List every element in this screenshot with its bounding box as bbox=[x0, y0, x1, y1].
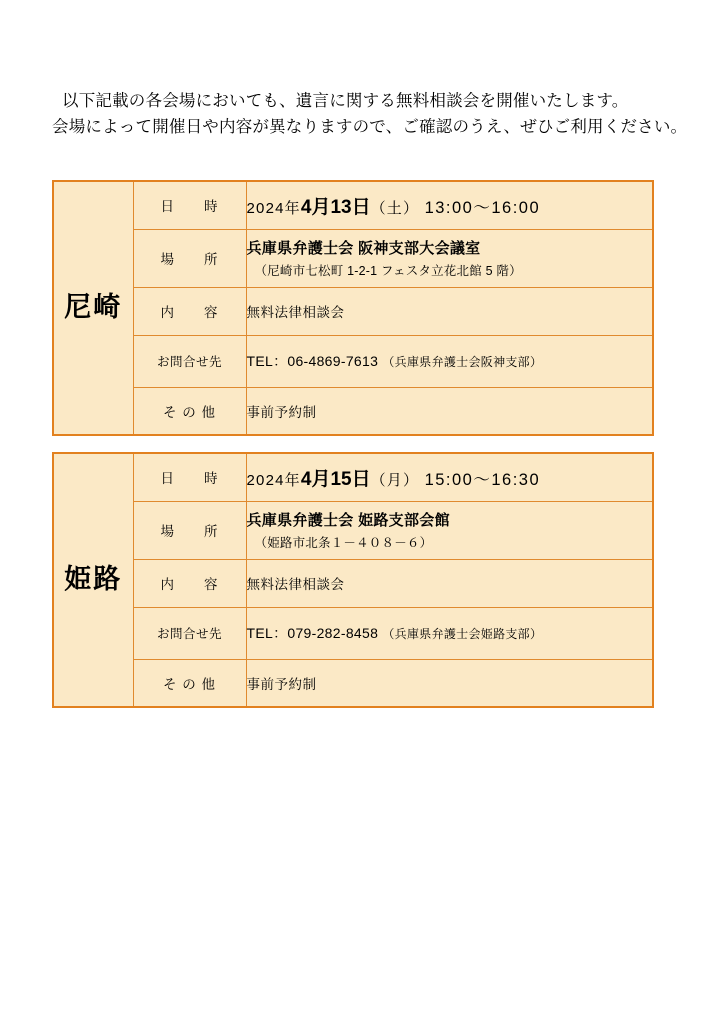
label-other: そ の 他 bbox=[133, 659, 246, 707]
content-text: 無料法律相談会 bbox=[246, 305, 345, 320]
contact-note: （兵庫県弁護士会阪神支部） bbox=[382, 355, 543, 369]
table-row bbox=[53, 287, 653, 335]
table-row bbox=[53, 607, 653, 659]
label-datetime: 日 時 bbox=[133, 181, 246, 229]
datetime-time: 13:00〜16:00 bbox=[424, 198, 541, 217]
schedule-tables bbox=[52, 180, 654, 708]
place-main: 兵庫県弁護士会 姫路支部会館 bbox=[246, 512, 450, 529]
table-row bbox=[53, 559, 653, 607]
value-content bbox=[246, 287, 653, 335]
venue-block-himeji bbox=[52, 452, 654, 708]
value-contact bbox=[246, 607, 653, 659]
label-content: 内 容 bbox=[133, 559, 246, 607]
contact-tel: TEL：079-282-8458 bbox=[246, 625, 379, 641]
datetime-time: 15:00〜16:30 bbox=[424, 470, 541, 489]
label-place: 場 所 bbox=[133, 229, 246, 287]
place-address: （姫路市北条１－４０８－６） bbox=[254, 536, 433, 550]
label-contact: お問合せ先 bbox=[133, 335, 246, 387]
datetime-weekday: （月） bbox=[370, 471, 420, 489]
table-row bbox=[53, 335, 653, 387]
label-place: 場 所 bbox=[133, 501, 246, 559]
datetime-weekday: （土） bbox=[370, 199, 420, 217]
table-row bbox=[53, 229, 653, 287]
label-contact: お問合せ先 bbox=[133, 607, 246, 659]
contact-note: （兵庫県弁護士会姫路支部） bbox=[382, 627, 543, 641]
table-row bbox=[53, 659, 653, 707]
venue-name-himeji: 姫路 bbox=[53, 453, 133, 707]
other-text: 事前予約制 bbox=[246, 404, 317, 420]
value-place bbox=[246, 501, 653, 559]
value-contact bbox=[246, 335, 653, 387]
place-address: （尼崎市七松町 1-2-1 フェスタ立花北館 5 階） bbox=[254, 264, 522, 278]
label-other: そ の 他 bbox=[133, 387, 246, 435]
intro-line-1: 以下記載の各会場においても、遺言に関する無料相談会を開催いたします。 bbox=[62, 92, 629, 110]
table-row bbox=[53, 387, 653, 435]
intro-line-2: 会場によって開催日や内容が異なりますので、ご確認のうえ、ぜひご利用ください。 bbox=[52, 118, 688, 137]
datetime-year: 2024年 bbox=[246, 471, 301, 489]
datetime-month-day: 4月13日 bbox=[300, 196, 371, 218]
table-row bbox=[53, 501, 653, 559]
place-main: 兵庫県弁護士会 阪神支部大会議室 bbox=[246, 240, 481, 257]
value-other bbox=[246, 387, 653, 435]
value-place bbox=[246, 229, 653, 287]
table-row bbox=[53, 453, 653, 501]
value-content bbox=[246, 559, 653, 607]
datetime-month-day: 4月15日 bbox=[300, 468, 371, 490]
venue-block-amagasaki bbox=[52, 180, 654, 436]
contact-tel: TEL：06-4869-7613 bbox=[246, 353, 379, 369]
label-datetime: 日 時 bbox=[133, 453, 246, 501]
venue-name-amagasaki: 尼崎 bbox=[53, 181, 133, 435]
datetime-year: 2024年 bbox=[246, 199, 301, 217]
value-datetime bbox=[246, 181, 653, 229]
value-datetime bbox=[246, 453, 653, 501]
table-gap bbox=[52, 436, 654, 452]
label-content: 内 容 bbox=[133, 287, 246, 335]
value-other bbox=[246, 659, 653, 707]
intro-text bbox=[52, 88, 692, 141]
other-text: 事前予約制 bbox=[246, 676, 317, 692]
content-text: 無料法律相談会 bbox=[246, 577, 345, 592]
table-row bbox=[53, 181, 653, 229]
